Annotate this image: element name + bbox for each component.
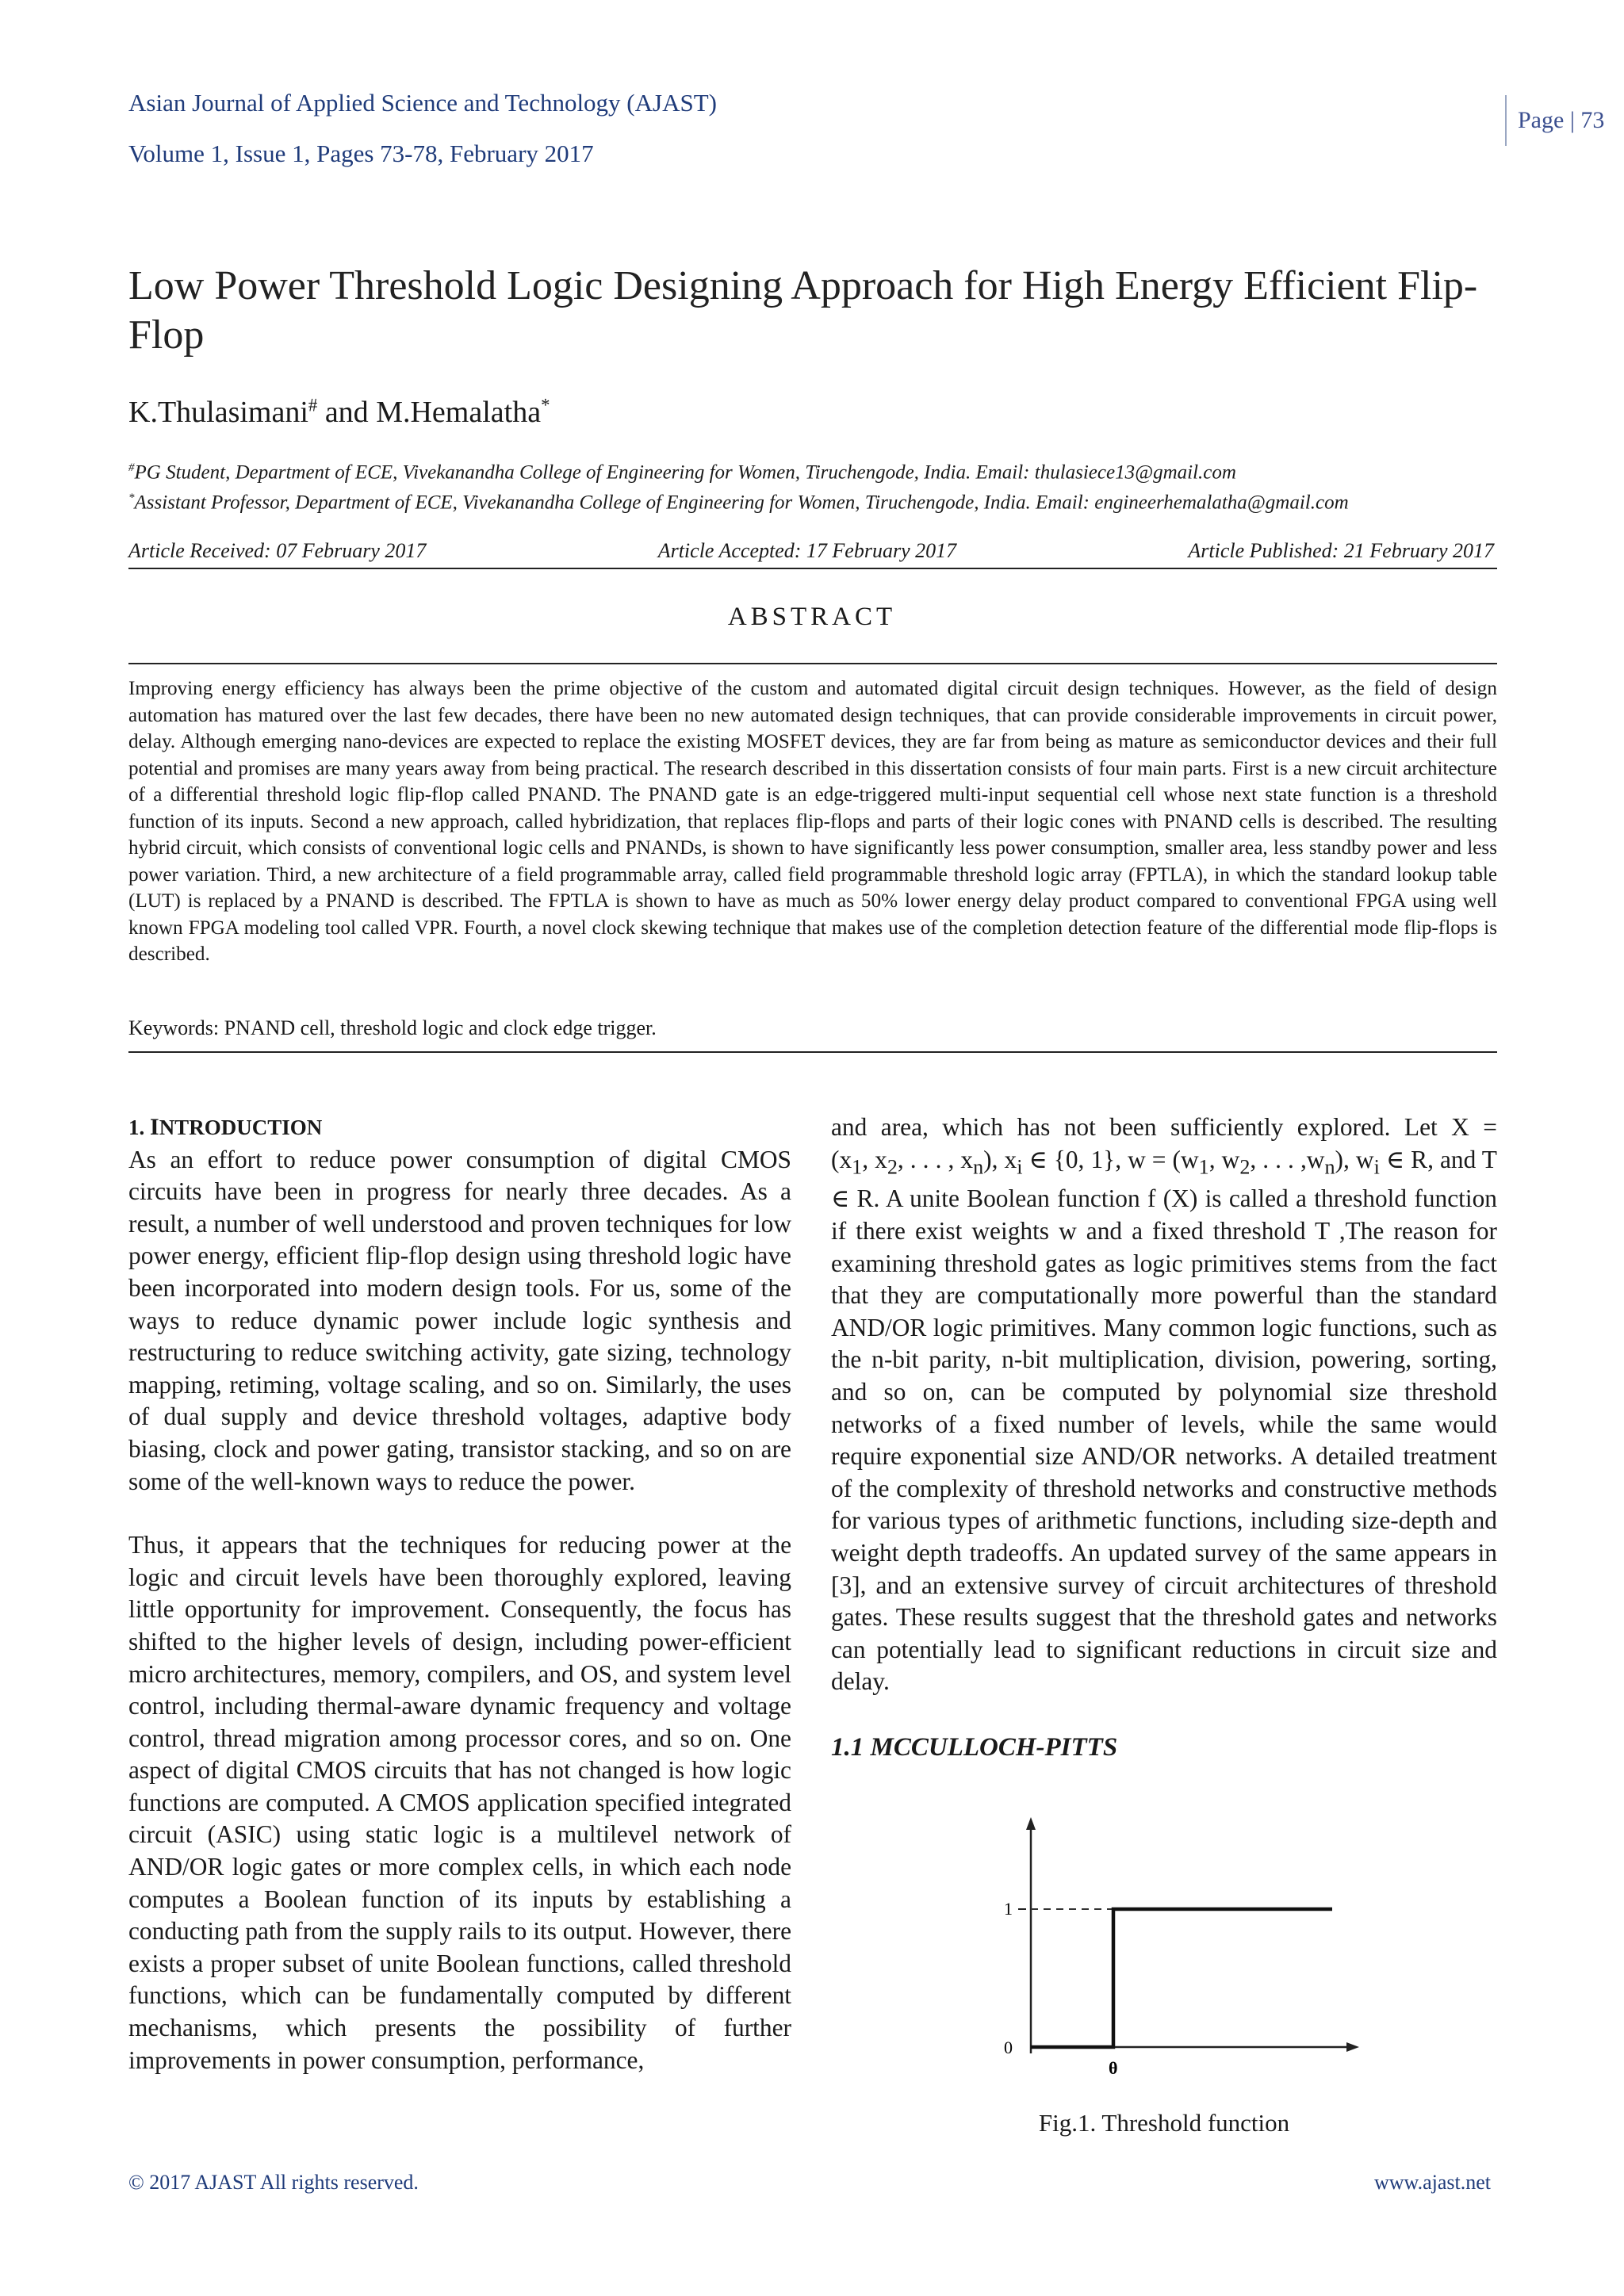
copyright: © 2017 AJAST All rights reserved. xyxy=(128,2171,419,2194)
website-link[interactable]: www.ajast.net xyxy=(1373,2171,1491,2194)
rule-abstract-bottom xyxy=(128,1051,1497,1053)
subscript: n xyxy=(973,1154,984,1178)
affiliation-2-mark: * xyxy=(128,492,135,505)
subscript: i xyxy=(1017,1154,1023,1178)
rule-abstract-top xyxy=(128,663,1497,664)
abstract-body: Improving energy efficiency has always been the prime objective of the custom and automated digital circuit design techniques. However, as the field of design automation has matured over the last few decades, there have been no new automated design techniques, that can provide considerable improvements in circuit power, delay. Although emerging nano-devices are expected to replace the existing MOSFET devices, they are far from being as mature as semiconductor devices and their full potential and promises are many years away from being practical. The research described in this dissertation consists of four main parts. First is a new circuit architecture of a differential threshold logic flip-flop called PNAND. The PNAND gate is an edge-triggered multi-input sequential cell whose next state function is a threshold function of its inputs. Second a new approach, called hybridization, that replaces flip-flops and parts of their logic cones with PNAND cells is described. The resulting hybrid circuit, which consists of conventional logic cells and PNANDs, is shown to have significantly less power consumption, smaller area, less standby power and less power variation. Third, a new architecture of a field programmable array, called field programmable threshold logic array (FPTLA), in which the standard lookup table (LUT) is replaced by a PNAND is described. The FPTLA is shown to have as much as 50% lower energy delay product compared to conventional FPGA using well known FPGA modeling tool called VPR. Fourth, a novel clock skewing technique that makes use of the completion detection feature of the differential mode flip-flops is described. xyxy=(128,678,1497,965)
affiliation-1-text: PG Student, Department of ECE, Vivekanandha College of Engineering for Women, Tiruchengode, India. Email: thulasiece13@gmail.com xyxy=(134,461,1236,484)
section-number: 1. xyxy=(128,1115,150,1139)
section-heading-introduction xyxy=(128,1112,791,1144)
y-label-high: 1 xyxy=(1004,1899,1013,1919)
author-conjunction: and xyxy=(317,396,377,429)
x-axis-arrow xyxy=(1346,2042,1359,2052)
author-1: K.Thulasimani xyxy=(128,396,308,429)
column-right xyxy=(831,1112,1497,1764)
abstract-heading: ABSTRACT xyxy=(727,603,897,631)
subscript: 2 xyxy=(887,1154,898,1178)
text-run: and area, which has not been sufficiently explored. Let X = (x xyxy=(831,1113,1497,1173)
subscript: i xyxy=(1373,1154,1380,1178)
affiliation-2-text: Assistant Professor, Department of ECE, Vivekanandha College of Engineering for Women, Tiruchengode, India. Email: engineerhemalatha@gmail.com xyxy=(134,492,1349,514)
intro-paragraph-3: and area, which has not been sufficiently explored. Let $X = (x_1$, $x_2$, . . . , $x_n$), $x_i$ ∈ {0, 1}, $w = (w_1$, $w_2$, . . . $,w_n$), $w_i$ ∈ R, and T ∈ R. A unite Boolean function f (X) is called a threshold function if there exist weights w and a fixed threshold T ,The reason for examining threshold gates as logic primitives stems from the fact that they are computationally more powerful than the standard AND/OR logic primitives. Many common logic functions, such as the n-bit parity, n-bit multiplication, division, powering, sorting, and so on, can be computed by polynomial size threshold networks of a fixed number of levels, while the same would require exponential size AND/OR networks. A detailed treatment of the complexity of threshold networks and constructive methods for various types of arithmetic functions, including size-depth and weight depth tradeoffs. An updated survey of the same appears in [3], and an extensive survey of circuit architectures of threshold gates. These results suggest that the threshold gates and networks can potentially lead to significant reductions in circuit size and delay. xyxy=(831,1113,1497,1696)
threshold-function-figure xyxy=(983,1816,1364,2077)
figure-caption: Fig.1. Threshold function xyxy=(1038,2109,1290,2137)
author-1-mark: # xyxy=(308,395,318,415)
y-label-low: 0 xyxy=(1004,2038,1013,2057)
text-run: , . . . , xyxy=(1250,1145,1307,1173)
column-left xyxy=(128,1112,791,2076)
journal-name: Asian Journal of Applied Science and Technology (AJAST) xyxy=(128,89,717,117)
subscript: 2 xyxy=(1239,1154,1251,1178)
step-function-line xyxy=(1031,1909,1332,2047)
subsection-heading: 1.1 MCCULLOCH-PITTS xyxy=(831,1732,1118,1762)
keywords: Keywords: PNAND cell, threshold logic and clock edge trigger. xyxy=(128,1016,657,1039)
section-title: NTRODUCTION xyxy=(159,1115,323,1139)
affiliation-1 xyxy=(128,455,1508,485)
date-accepted: Article Accepted: 17 February 2017 xyxy=(657,539,957,562)
page-number: Page | 73 xyxy=(1505,95,1624,146)
date-received: Article Received: 07 February 2017 xyxy=(128,539,427,562)
text-run: ∈ {0, 1}, w = (w xyxy=(1022,1145,1199,1173)
subscript: n xyxy=(1324,1154,1335,1178)
x-label-threshold: θ xyxy=(1109,2058,1118,2077)
text-run: ), w xyxy=(1335,1145,1374,1173)
affiliation-2 xyxy=(128,485,1508,515)
author-2-mark: * xyxy=(541,395,550,415)
section-initial: I xyxy=(150,1114,159,1140)
affiliation-1-mark: # xyxy=(128,461,135,474)
author-2: M.Hemalatha xyxy=(376,396,542,429)
text-run: , xyxy=(862,1145,875,1173)
journal-volume: Volume 1, Issue 1, Pages 73-78, February 2017 xyxy=(128,140,594,167)
y-axis-arrow xyxy=(1026,1817,1036,1830)
author-line xyxy=(128,395,550,430)
date-published: Article Published: 21 February 2017 xyxy=(1188,539,1494,562)
intro-paragraph-2: Thus, it appears that the techniques for reducing power at the logic and circuit levels have been thoroughly explored, leaving little opportunity for improvement. Consequently, the focus has shifted to the higher levels of design, including power-efficient micro architectures, memory, compilers, and OS, and system level control, including thermal-aware dynamic frequency and voltage control, thread migration among processor cores, and so on. One aspect of digital CMOS circuits that has not changed is how logic functions are computed. A CMOS application specified integrated circuit (ASIC) using static logic is a multilevel network of AND/OR logic gates or more complex cells, in which each node computes a Boolean function of its inputs by establishing a conducting path from the supply rails to its output. However, there exists a proper subset of unite Boolean functions, called threshold functions, which can be fundamentally computed by different mechanisms, which presents the possibility of further improvements in power consumption, performance, xyxy=(128,1531,791,2074)
article-dates xyxy=(128,539,1494,563)
rule-dates xyxy=(128,568,1497,569)
text-run: ), x xyxy=(983,1145,1017,1173)
text-run: , . . . , xyxy=(897,1145,961,1173)
subscript: 1 xyxy=(1198,1154,1209,1178)
affiliations xyxy=(128,455,1508,516)
intro-paragraph-1: As an effort to reduce power consumption of digital CMOS circuits have been in progress for nearly three decades. As a result, a number of well understood and proven techniques for low power energy, efficient flip-flop design using threshold logic have been incorporated into modern design tools. For us, some of the ways to reduce dynamic power include logic synthesis and restructuring to reduce switching activity, gate sizing, technology mapping, retiming, voltage scaling, and so on. Similarly, the uses of dual supply and device threshold voltages, adaptive body biasing, clock and power gating, transistor stacking, and so on are some of the well-known ways to reduce the power. xyxy=(128,1145,791,1495)
paper-title: Low Power Threshold Logic Designing Approach for High Energy Efficient Flip-Flop xyxy=(128,263,1478,358)
text-run: , xyxy=(1208,1145,1222,1173)
subscript: 1 xyxy=(852,1154,863,1178)
text-run: ∈ R, and T ∈ R. A unite Boolean function f (X) is called a threshold function if there exist weights w and a fixed threshold T ,The reason for examining threshold gates as logic primitives stems from the fact that they are computationally more powerful than the standard AND/OR logic primitives. Many common logic functions, such as the n-bit parity, n-bit multiplication, division, powering, sorting, and so on, can be computed by polynomial size threshold networks of a fixed number of levels, while the same would require exponential size AND/OR networks. A detailed treatment of the complexity of threshold networks and constructive methods for various types of arithmetic functions, including size-depth and weight depth tradeoffs. An updated survey of the same appears in [3], and an extensive survey of circuit architectures of threshold gates. These results suggest that the threshold gates and networks can potentially lead to significant reductions in circuit size and delay. xyxy=(831,1145,1497,1696)
